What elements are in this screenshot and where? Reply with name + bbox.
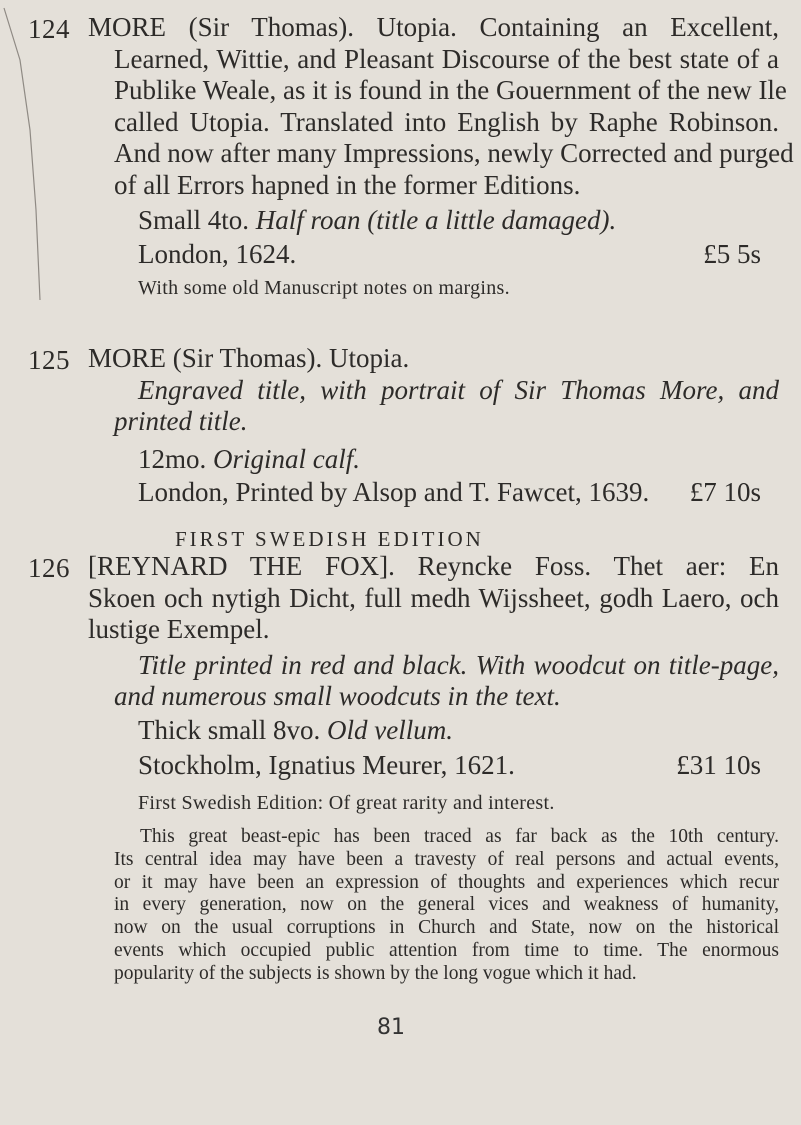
margin-stroke xyxy=(0,0,60,320)
entry-body xyxy=(88,343,779,509)
imprint: London, 1624. xyxy=(138,238,297,269)
format-plain: Thick small 8vo. xyxy=(138,714,321,745)
description-line: events which occupied public attention from time to time. The enormous xyxy=(114,939,779,961)
format-plain: Small 4to. xyxy=(138,205,250,235)
entry-heading-line: Publike Weale, as it is found in the Gouernment of the new Ile xyxy=(114,75,787,105)
entry-number: 125 xyxy=(28,345,70,375)
entry-italic-line xyxy=(114,650,779,682)
entry-heading-line: lustige Exempel. xyxy=(88,614,270,644)
format-binding: Old vellum. xyxy=(326,714,453,745)
entry-heading-line: MORE (Sir Thomas). Utopia. xyxy=(88,343,410,373)
description-line: Its central idea may have been a travesty of real persons and actual events, xyxy=(114,848,779,870)
entry-note: First Swedish Edition: Of great rarity and interest. xyxy=(138,792,555,814)
entry-format xyxy=(114,444,779,476)
entry-heading-line: called Utopia. Translated into English by Raphe Robinson. xyxy=(114,106,779,137)
entry-number: 124 xyxy=(28,14,70,44)
entry-heading-line: of all Errors hapned in the former Editions. xyxy=(114,169,581,200)
entry-heading-line: And now after many Impressions, newly Corrected and purged xyxy=(114,138,794,168)
entry-description xyxy=(88,826,779,986)
description-line: This great beast-epic has been traced as far back as the 10th century. xyxy=(140,826,779,847)
description-line: in every generation, now on the general vices and weakness of humanity, xyxy=(114,894,779,916)
entry-imprint-row xyxy=(114,237,779,271)
italic-text: Engraved title, with portrait of Sir Thomas More, and xyxy=(138,374,779,405)
entry-italic-line xyxy=(114,375,779,407)
italic-text: Title printed in red and black. With woodcut on title-page, xyxy=(138,649,779,680)
entry-format xyxy=(114,715,779,747)
page-number: 81 xyxy=(377,1015,405,1040)
format-binding: Half roan (title a little damaged). xyxy=(255,205,617,235)
italic-text: printed title. xyxy=(114,406,248,436)
entry-format xyxy=(114,205,779,237)
imprint: London, Printed by Alsop and T. Fawcet, 1639. xyxy=(138,477,650,507)
entry-heading-line: Skoen och nytigh Dicht, full medh Wijssheet, godh Laero, och xyxy=(88,582,779,613)
price: £31 10s xyxy=(676,750,761,780)
imprint: Stockholm, Ignatius Meurer, 1621. xyxy=(138,750,515,780)
description-line: popularity of the subjects is shown by the long vogue which it had. xyxy=(114,962,637,984)
description-line: or it may have been an expression of thoughts and experiences which recur xyxy=(114,871,779,893)
format-binding: Original calf. xyxy=(213,443,361,474)
entry-number: 126 xyxy=(28,553,70,583)
entry-imprint-row xyxy=(114,475,779,509)
italic-text: and numerous small woodcuts in the text. xyxy=(114,681,561,711)
entry-heading-line: Learned, Wittie, and Pleasant Discourse of the best state of a xyxy=(114,43,779,74)
entry-heading-line: MORE (Sir Thomas). Utopia. Containing an Excellent, xyxy=(88,12,779,42)
price: £7 10s xyxy=(689,477,761,507)
format-plain: 12mo. xyxy=(138,443,207,474)
description-line: now on the usual corruptions in Church and State, now on the historical xyxy=(114,917,779,939)
entry-imprint-row xyxy=(114,748,779,782)
entry-heading-line: [REYNARD THE FOX]. Reyncke Foss. Thet aer: En xyxy=(88,551,779,581)
entry-body xyxy=(88,551,779,986)
entry-italic-line xyxy=(114,681,779,713)
entry-note: With some old Manuscript notes on margins. xyxy=(138,276,510,299)
price: £5 5s xyxy=(703,238,761,269)
section-heading: FIRST SWEDISH EDITION xyxy=(175,527,484,551)
entry-body xyxy=(88,12,794,301)
entry-italic-line xyxy=(114,406,779,438)
